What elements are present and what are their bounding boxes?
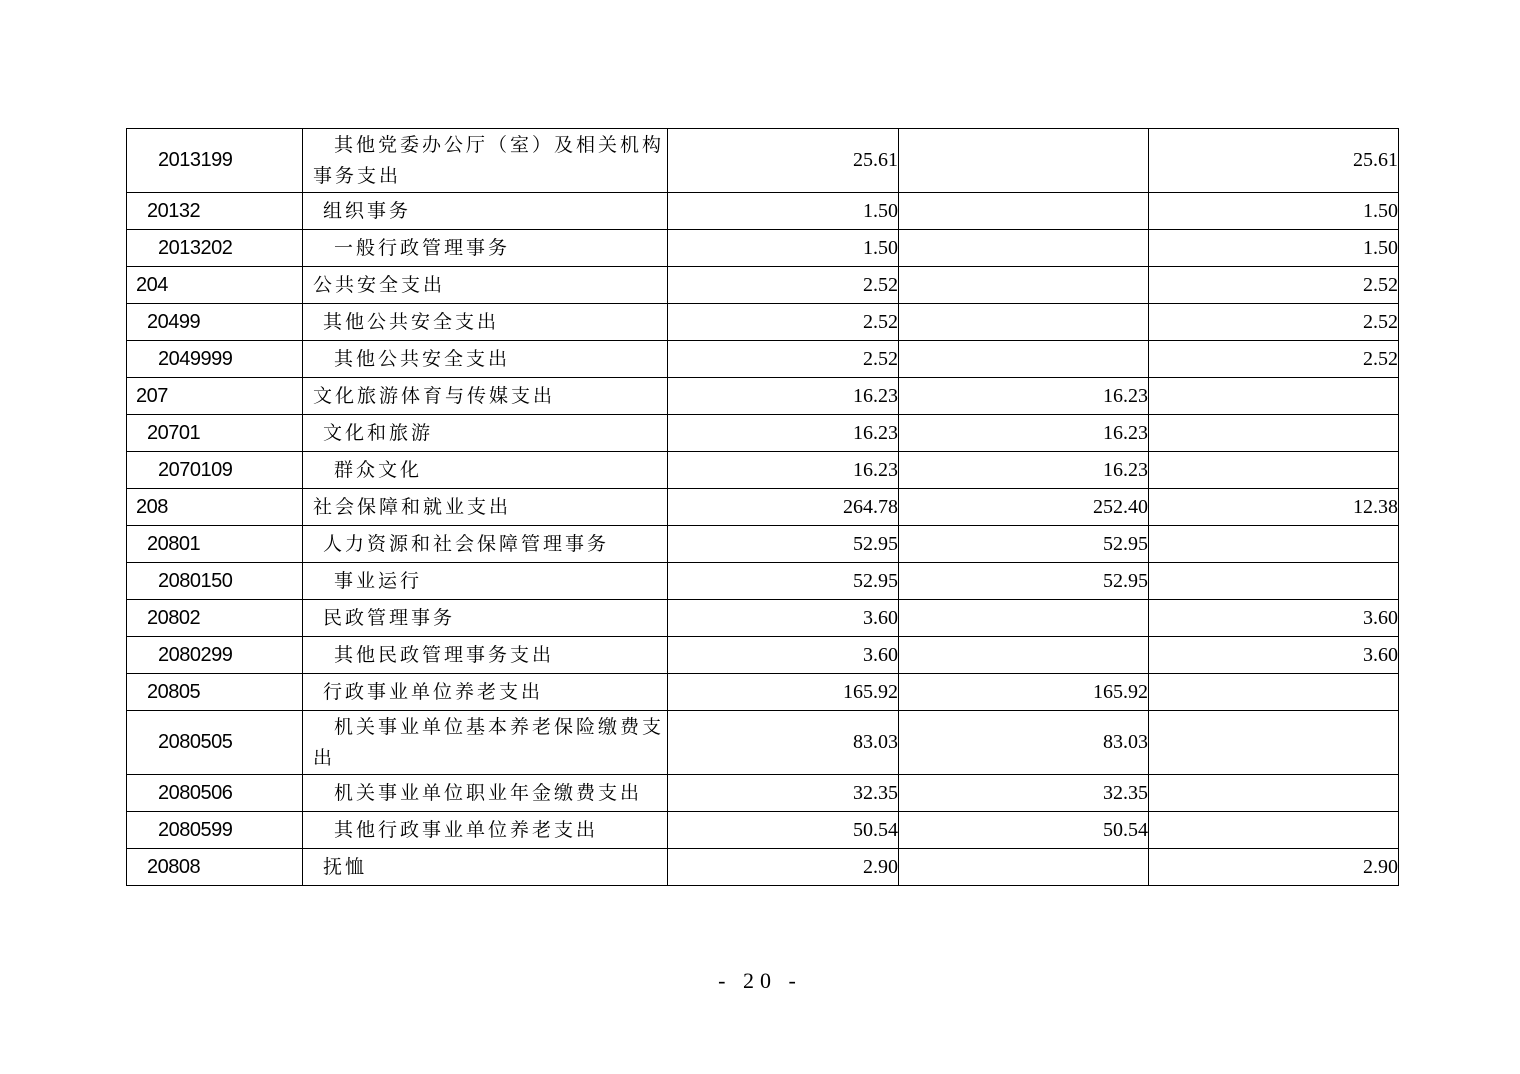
project-expenditure-cell xyxy=(1149,452,1399,489)
project-expenditure-cell xyxy=(1149,812,1399,849)
subject-code-cell: 2080505 xyxy=(127,711,303,775)
basic-expenditure-cell xyxy=(899,341,1149,378)
subject-code-cell: 207 xyxy=(127,378,303,415)
subject-name-cell: 事业运行 xyxy=(303,563,668,600)
subject-name-cell: 组织事务 xyxy=(303,193,668,230)
project-expenditure-cell: 2.90 xyxy=(1149,849,1399,886)
subject-name-cell: 一般行政管理事务 xyxy=(303,230,668,267)
total-amount-cell: 264.78 xyxy=(668,489,899,526)
total-amount-cell: 3.60 xyxy=(668,637,899,674)
basic-expenditure-cell xyxy=(899,129,1149,193)
project-expenditure-cell xyxy=(1149,415,1399,452)
basic-expenditure-cell: 50.54 xyxy=(899,812,1149,849)
budget-table-body xyxy=(127,129,1399,886)
subject-code-cell: 2080599 xyxy=(127,812,303,849)
project-expenditure-cell xyxy=(1149,674,1399,711)
table-row xyxy=(127,637,1399,674)
basic-expenditure-cell: 52.95 xyxy=(899,526,1149,563)
subject-name-cell: 机关事业单位基本养老保险缴费支出 xyxy=(303,711,668,775)
total-amount-cell: 2.52 xyxy=(668,304,899,341)
total-amount-cell: 3.60 xyxy=(668,600,899,637)
subject-name-cell: 其他民政管理事务支出 xyxy=(303,637,668,674)
subject-name-cell: 文化和旅游 xyxy=(303,415,668,452)
table-row xyxy=(127,674,1399,711)
subject-name-cell: 人力资源和社会保障管理事务 xyxy=(303,526,668,563)
page-number: - 20 - xyxy=(718,968,802,993)
total-amount-cell: 1.50 xyxy=(668,193,899,230)
total-amount-cell: 83.03 xyxy=(668,711,899,775)
project-expenditure-cell xyxy=(1149,378,1399,415)
basic-expenditure-cell xyxy=(899,230,1149,267)
budget-table xyxy=(126,128,1399,886)
basic-expenditure-cell xyxy=(899,267,1149,304)
table-row xyxy=(127,600,1399,637)
table-row xyxy=(127,711,1399,775)
basic-expenditure-cell: 32.35 xyxy=(899,775,1149,812)
project-expenditure-cell: 3.60 xyxy=(1149,600,1399,637)
total-amount-cell: 50.54 xyxy=(668,812,899,849)
subject-code-cell: 20132 xyxy=(127,193,303,230)
project-expenditure-cell xyxy=(1149,711,1399,775)
subject-name-cell: 其他公共安全支出 xyxy=(303,341,668,378)
project-expenditure-cell: 25.61 xyxy=(1149,129,1399,193)
table-row xyxy=(127,812,1399,849)
subject-code-cell: 20808 xyxy=(127,849,303,886)
subject-name-cell: 抚恤 xyxy=(303,849,668,886)
table-row xyxy=(127,452,1399,489)
total-amount-cell: 1.50 xyxy=(668,230,899,267)
total-amount-cell: 16.23 xyxy=(668,415,899,452)
table-row xyxy=(127,378,1399,415)
table-row xyxy=(127,193,1399,230)
total-amount-cell: 25.61 xyxy=(668,129,899,193)
subject-name-cell: 行政事业单位养老支出 xyxy=(303,674,668,711)
subject-code-cell: 2080299 xyxy=(127,637,303,674)
table-row xyxy=(127,230,1399,267)
basic-expenditure-cell: 252.40 xyxy=(899,489,1149,526)
table-row xyxy=(127,304,1399,341)
table-row xyxy=(127,341,1399,378)
subject-code-cell: 2013199 xyxy=(127,129,303,193)
project-expenditure-cell: 2.52 xyxy=(1149,341,1399,378)
project-expenditure-cell xyxy=(1149,526,1399,563)
basic-expenditure-cell: 16.23 xyxy=(899,415,1149,452)
subject-code-cell: 20499 xyxy=(127,304,303,341)
subject-name-cell: 机关事业单位职业年金缴费支出 xyxy=(303,775,668,812)
table-row xyxy=(127,563,1399,600)
table-row xyxy=(127,849,1399,886)
basic-expenditure-cell: 165.92 xyxy=(899,674,1149,711)
basic-expenditure-cell: 16.23 xyxy=(899,378,1149,415)
subject-code-cell: 2013202 xyxy=(127,230,303,267)
subject-code-cell: 20805 xyxy=(127,674,303,711)
total-amount-cell: 16.23 xyxy=(668,452,899,489)
table-row xyxy=(127,267,1399,304)
basic-expenditure-cell xyxy=(899,637,1149,674)
total-amount-cell: 2.52 xyxy=(668,267,899,304)
subject-code-cell: 2070109 xyxy=(127,452,303,489)
subject-code-cell: 2080150 xyxy=(127,563,303,600)
total-amount-cell: 165.92 xyxy=(668,674,899,711)
project-expenditure-cell: 3.60 xyxy=(1149,637,1399,674)
project-expenditure-cell: 2.52 xyxy=(1149,304,1399,341)
table-row xyxy=(127,775,1399,812)
total-amount-cell: 2.90 xyxy=(668,849,899,886)
basic-expenditure-cell: 83.03 xyxy=(899,711,1149,775)
table-row xyxy=(127,526,1399,563)
subject-code-cell: 208 xyxy=(127,489,303,526)
subject-name-cell: 群众文化 xyxy=(303,452,668,489)
total-amount-cell: 52.95 xyxy=(668,563,899,600)
subject-code-cell: 204 xyxy=(127,267,303,304)
subject-name-cell: 其他党委办公厅（室）及相关机构事务支出 xyxy=(303,129,668,193)
basic-expenditure-cell: 16.23 xyxy=(899,452,1149,489)
subject-code-cell: 2080506 xyxy=(127,775,303,812)
project-expenditure-cell xyxy=(1149,775,1399,812)
basic-expenditure-cell xyxy=(899,193,1149,230)
subject-name-cell: 民政管理事务 xyxy=(303,600,668,637)
table-row xyxy=(127,415,1399,452)
subject-code-cell: 20801 xyxy=(127,526,303,563)
total-amount-cell: 2.52 xyxy=(668,341,899,378)
basic-expenditure-cell xyxy=(899,304,1149,341)
subject-code-cell: 20701 xyxy=(127,415,303,452)
basic-expenditure-cell xyxy=(899,600,1149,637)
basic-expenditure-cell xyxy=(899,849,1149,886)
project-expenditure-cell: 12.38 xyxy=(1149,489,1399,526)
subject-name-cell: 其他公共安全支出 xyxy=(303,304,668,341)
subject-code-cell: 20802 xyxy=(127,600,303,637)
basic-expenditure-cell: 52.95 xyxy=(899,563,1149,600)
table-row xyxy=(127,129,1399,193)
subject-code-cell: 2049999 xyxy=(127,341,303,378)
subject-name-cell: 其他行政事业单位养老支出 xyxy=(303,812,668,849)
total-amount-cell: 52.95 xyxy=(668,526,899,563)
project-expenditure-cell xyxy=(1149,563,1399,600)
subject-name-cell: 文化旅游体育与传媒支出 xyxy=(303,378,668,415)
project-expenditure-cell: 1.50 xyxy=(1149,230,1399,267)
total-amount-cell: 16.23 xyxy=(668,378,899,415)
subject-name-cell: 公共安全支出 xyxy=(303,267,668,304)
project-expenditure-cell: 2.52 xyxy=(1149,267,1399,304)
total-amount-cell: 32.35 xyxy=(668,775,899,812)
table-row xyxy=(127,489,1399,526)
subject-name-cell: 社会保障和就业支出 xyxy=(303,489,668,526)
project-expenditure-cell: 1.50 xyxy=(1149,193,1399,230)
